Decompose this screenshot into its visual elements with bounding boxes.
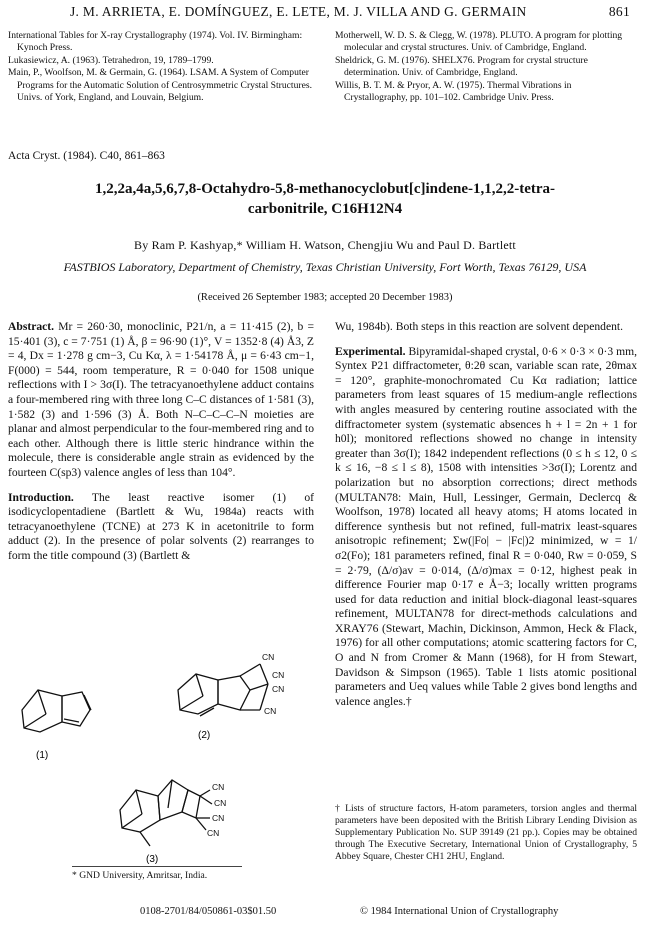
received-dates: (Received 26 September 1983; accepted 20 December 1983) [197, 292, 453, 303]
affiliation: FASTBIOS Laboratory, Department of Chemistry, Texas Christian University, Fort Worth, Texas 76129, USA [63, 260, 587, 274]
copyright-notice: © 1984 International Union of Crystallography [360, 906, 559, 917]
cn-label: CN [207, 828, 220, 838]
compound-label-1: (1) [36, 750, 49, 761]
abstract-heading: Abstract. [8, 320, 55, 333]
right-column [335, 320, 637, 709]
introduction [8, 491, 314, 564]
reference-item: Sheldrick, G. M. (1976). SHELX76. Program for crystal structure determination. Univ. of Cambridge, England. [335, 54, 588, 79]
cn-labels-2 [262, 652, 284, 716]
cn-label: CN [272, 684, 285, 694]
cn-label: CN [212, 782, 225, 792]
intro-heading: Introduction. [8, 490, 74, 504]
cn-label: CN [264, 706, 277, 716]
experimental-heading: Experimental. [335, 344, 406, 358]
compound-label-3: (3) [146, 854, 159, 865]
article-title [0, 179, 650, 219]
structure-3 [120, 780, 212, 846]
compound-label-2: (2) [198, 730, 211, 741]
page-number: 861 [608, 4, 630, 19]
affiliation-footnote: * GND University, Amritsar, India. [72, 866, 242, 881]
reaction-scheme-figure [0, 640, 330, 870]
reference-item: International Tables for X-ray Crystallography (1974). Vol. IV. Birmingham: Kynoch Press. [8, 30, 303, 54]
intro-text: The least reactive isomer (1) of isodicyclopentadiene (Bartlett & Wu, 1984a) reacts with tetracyanoethylene (TCNE) at 273 K in acetonitrile to form adduct (2). In the presence of polar solvents (2) rearranges to form the title compound (3) (Bartlett & [8, 490, 314, 562]
cn-label: CN [272, 670, 285, 680]
reference-item: Lukasiewicz, A. (1963). Tetrahedron, 19, 1789–1799. [8, 54, 214, 66]
abstract [8, 320, 314, 481]
structure-2 [178, 664, 268, 716]
experimental [335, 345, 637, 710]
journal-citation: Acta Cryst. (1984). C40, 861–863 [8, 150, 165, 162]
reference-item: Willis, B. T. M. & Pryor, A. W. (1975). Thermal Vibrations in Crystallography, pp. 101–102. Cambridge Univ. Press. [335, 79, 572, 104]
byline: By Ram P. Kashyap,* William H. Watson, Chengjiu Wu and Paul D. Bartlett [134, 238, 516, 252]
cn-label: CN [214, 798, 227, 808]
reference-item: Main, P., Woolfson, M. & Germain, G. (1964). LSAM. A System of Computer Programs for the Automatic Solution of Centrosymmetric Crystal Structures. Univs. of York, England, and Louvain, Belgium. [8, 67, 312, 104]
cn-label: CN [212, 813, 225, 823]
experimental-text: Bipyramidal-shaped crystal, 0·6 × 0·3 × 0·3 mm, Syntex P21 diffractometer, θ:2θ scan, variable scan rate, 2θmax = 120°, graphite-monochromated Cu Kα radiation; lattice parameters from least squares of 15 medium-angle reflections with angles measured by centering routine associated with the diffractometer system (systematic absences h + l = 2n + 1 for h0l); monitored reflections showed no change in intensity greater than 3σ(I); 1842 independent reflections (0 ≤ h ≤ 12, 0 ≤ k ≤ 16, −8 ≤ l ≤ 8), 1508 with intensities >3σ(I); Lorentz and polarization but no absorption corrections; direct methods (MULTAN78: Main, Hull, Lessinger, Germain, Declercq & Woolfson, 1978) located all heavy atoms; H atoms located in difference synthesis but not refined, full-matrix least-squares anisotropic refinement; Σw(|Fo| − |Fc|)2 minimized, w = 1/σ2(Fo); 181 parameters refined, final R = 0·040, Rw = 0·059, S = 2·79, (Δ/σ)av = 0·014, (Δ/σ)max = 0·12, highest peak in difference Fourier map 0·17 e Å−3; locally written programs used for data reduction and initial block-diagonal least-squares refinement, MULTAN78 for direct-methods calculations and XRAY76 (Stewart, Machin, Dickinson, Ammon, Heck & Flack, 1976) for all other computations; atomic scattering factors for C, O and N from Cromer & Mann (1968), for H from Stewart, Davidson & Simpson (1965). Table 1 lists atomic positional parameters and Ueq values while Table 2 gives bond lengths and valence angles.† [335, 344, 637, 708]
title-line-2: carbonitrile, C16H12N4 [247, 201, 403, 217]
references-right [335, 30, 635, 104]
left-column [8, 320, 314, 564]
issn-code: 0108-2701/84/050861-03$01.50 [140, 906, 277, 917]
header-authors: J. M. ARRIETA, E. DOMÍNGUEZ, E. LETE, M. J. VILLA AND G. GERMAIN [70, 4, 527, 19]
references-left [8, 30, 313, 104]
continued-text: Wu, 1984b). Both steps in this reaction are solvent dependent. [335, 320, 624, 333]
structure-1 [22, 690, 91, 732]
reference-item: Motherwell, W. D. S. & Clegg, W. (1978). PLUTO. A program for plotting molecular and crystal structures. Univ. of Cambridge, England. [335, 30, 623, 54]
title-line-1: 1,2,2a,4a,5,6,7,8-Octahydro-5,8-methanocyclobut[c]indene-1,1,2,2-tetra- [94, 181, 556, 197]
footnote: † Lists of structure factors, H-atom parameters, torsion angles and thermal parameters have been deposited with the British Library Lending Division as Supplementary Publication No. SUP 39149 (21 pp.). Copies may be obtained through The Executive Secretary, International Union of Crystallography, 5 Abbey Square, Chester CH1 2HU, England. [335, 803, 637, 862]
abstract-text: Mr = 260·30, monoclinic, P21/n, a = 11·415 (2), b = 15·401 (3), c = 7·751 (1) Å, β = 96·90 (1)°, V = 1352·8 (4) Å3, Z = 4, Dx = 1·278 g cm−3, Cu Kα, λ = 1·54178 Å, μ = 6·43 cm−1, F(000) = 544, room temperature, R = 0·040 for 1508 unique reflections with I > 3σ(I). The tetracyanoethylene adduct contains a four-membered ring with three long C–C distances of 1·581 (3), 1·582 (3) and 1·596 (3) Å. Both N–C–C–C–N moieties are planar and almost perpendicular to the four-membered ring and to each other. Although there is little steric hindrance within the molecule, there is considerable angle strain as evidenced by the fourteen C(sp3) valence angles of less than 104°. [8, 320, 314, 479]
cn-label: CN [262, 652, 275, 662]
